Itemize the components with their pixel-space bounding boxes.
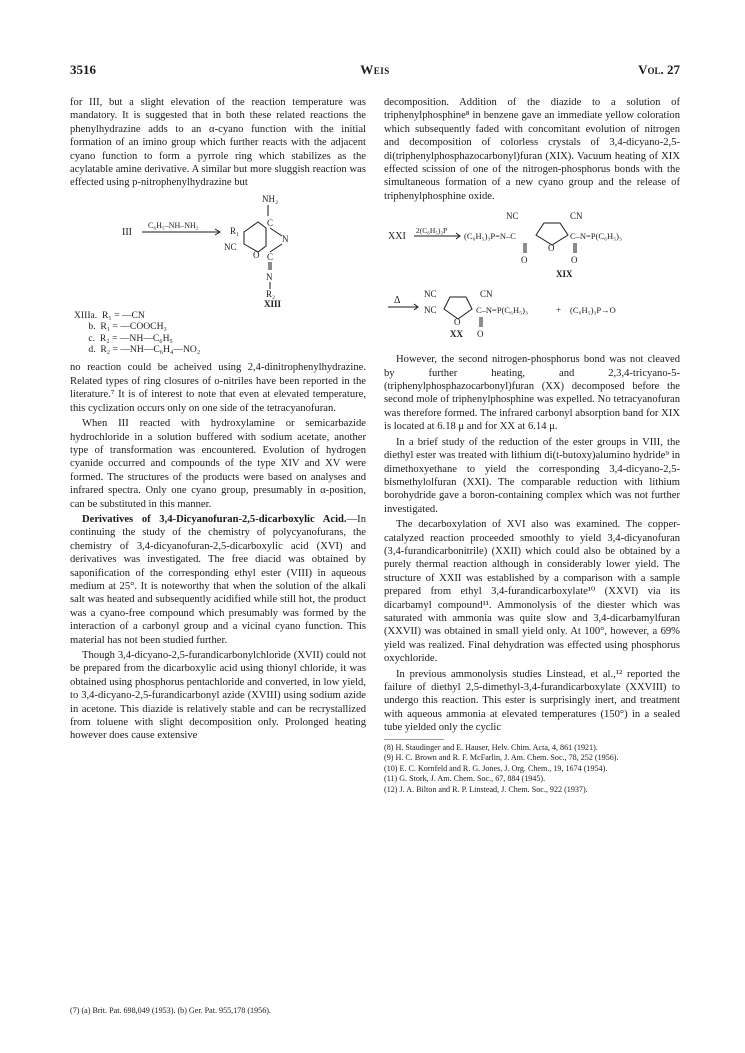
r1-label: R₁ <box>230 225 240 236</box>
atom-c2: C <box>267 251 274 262</box>
nc-label: NC <box>424 305 437 316</box>
structure-xiii-diagram <box>70 190 366 308</box>
carbonyl-oxygen: O <box>521 255 528 266</box>
furan-ring <box>444 297 472 319</box>
list-item: d. R₂ = —NH—C₆H₄—NO₂ <box>74 344 201 356</box>
nc-label: NC <box>224 241 237 252</box>
ring-oxygen: O <box>253 249 260 260</box>
footnote: (11) G. Stork, J. Am. Chem. Soc., 67, 884 (1945). <box>384 774 546 784</box>
list-item: XIIIa. R₁ = —CN <box>74 309 145 321</box>
list-item: b. R₁ = —COOCH₃ <box>74 321 167 333</box>
left-footnote: (7) (a) Brit. Pat. 698,049 (1953). (b) Ger. Pat. 955,178 (1956). <box>70 1006 271 1015</box>
ring-oxygen: O <box>548 243 555 254</box>
bond-line <box>270 244 282 252</box>
nh2-label: NH₂ <box>262 193 279 204</box>
nc-label: NC <box>506 211 519 222</box>
volume-label: Vol. 27 <box>638 62 680 77</box>
footnotes <box>384 743 680 796</box>
nc-label: NC <box>424 289 437 300</box>
paragraph: In a brief study of the reduction of the ester groups in VIII, the diethyl ester was treated with lithium di(t-butoxy)alumino hydride⁹ in dimethoxyethane to yield the corresponding 3,4-dicyano-2,5-bismethylolfuran (XXI). The comparable reduction with lithium borohydride gave a boron-containing complex which was not further investigated. <box>384 436 680 515</box>
paragraph: Though 3,4-dicyano-2,5-furandicarbonylchloride (XVII) could not be prepared from the dicarboxylic acid using thionyl chloride, it was obtained using phosphorus pentachloride and converted, in low yield, to 3,4-dicyano-2,5-furandicarbonyl azide (XVIII) using sodium azide in acetone. This diazide is relatively stable and can be recrystallized from toluene with slight decomposition only. Prolonged heating however does cause extensive <box>70 650 366 742</box>
atom-c1: C <box>267 217 274 228</box>
scheme-reagent: 2(C₆H₅)₃P <box>416 226 448 236</box>
cn-label: CN <box>480 289 493 300</box>
paragraph: decomposition. Addition of the diazide to a solution of triphenylphosphine⁸ in benzene gave an immediate yellow coloration which subsequently faded with concomitant evolution of nitrogen and decomposition of colorless crystals of 3,4-dicyano-2,5-di(triphenylphosphazocarbonyl)furan (XIX). Vacuum heating of XIX effected scission of one of the nitrogen-phosphorus bonds with the simultaneous formation of a new cyano group and the release of triphenylphosphine oxide. <box>384 97 680 202</box>
paragraph: for III, but a slight elevation of the reaction temperature was mandatory. It is suggested that in both these related reactions the phenylhydrazine adds to an α-cyano function with the initial formation of an imino group which further reacts with the adjacent cyano function to form a pyrrole ring which stabilizes as the acylatable amine derivative. A similar but more sluggish reaction was effected using p-nitrophenylhydrazine but <box>70 97 366 189</box>
furan-ring <box>536 223 568 245</box>
paragraph: In previous ammonolysis studies Linstead, et al.,¹² reported the failure of diethyl 2,5-dimethyl-3,4-furandicarboxylate (XXVIII) to undergo this reaction. This ester is surprisingly inert, and treatment with aqueous ammonia at elevated temperatures (150°) in a sealed tube yielded only the cyclic <box>384 668 680 734</box>
list-item: c. R₂ = —NH—C₆H₅ <box>74 332 173 344</box>
r2-label: R₂ <box>266 288 276 299</box>
right-substituent: C–N=P(C₆H₅)₃ <box>570 231 622 242</box>
section-heading: Derivatives of 3,4-Dicyanofuran-2,5-dicarboxylic Acid. <box>82 513 347 525</box>
footnote: (12) J. A. Bilton and R. P. Linstead, J. Chem. Soc., 922 (1937). <box>384 785 588 794</box>
right-column <box>384 96 680 796</box>
page-number: 3516 <box>70 62 96 77</box>
footnote: (10) E. C. Kornfeld and R. G. Jones, J. Org. Chem., 19, 1674 (1954). <box>384 763 608 773</box>
paragraph-text: —In continuing the study of the chemistry of polycyanofurans, the chemistry of 3,4-dicyanofuran-2,5-dicarboxylic acid (XVI) and derivatives was investigated. The free diacid was obtained by saponification of the corresponding ethyl ester (VIII) in aqueous medium at 25°. It is noteworthy that when the solution of the alkali salt was heated and subsequently acidified while still hot, the product was a cyano-free compound which presumably was formed by the interaction of a carbonyl group and a vicinal cyano function. This material has not been studied further. <box>70 513 366 646</box>
bond-line <box>270 228 282 236</box>
left-column <box>70 96 366 743</box>
paragraph <box>70 513 366 647</box>
scheme-reagent: C₆H₅–NH–NH₂ <box>148 220 199 230</box>
compound-label-xiii: XIII <box>264 298 282 308</box>
left-substituent: (C₆H₅)₃P=N–C <box>464 231 516 242</box>
paragraph: no reaction could be acheived using 2,4-dinitrophenylhydrazine. Related types of ring closures of o-nitriles have been reported in the literature.⁷ It is of interest to note that even at elevated temperature, this cyclization occurs only on one side of the tetracyanofuran. <box>70 362 366 414</box>
footnote-divider <box>384 739 444 740</box>
compound-label-xix: XIX <box>556 269 573 280</box>
furan-ring <box>244 222 266 252</box>
structure-xix-xx-diagram <box>384 203 680 353</box>
footnote: (9) H. C. Brown and R. F. McFarlin, J. Am. Chem. Soc., 78, 252 (1956). <box>384 753 619 763</box>
right-substituent: C–N=P(C₆H₅)₃ <box>476 305 528 316</box>
plus-sign: + <box>556 305 562 316</box>
carbonyl-oxygen: O <box>477 329 484 340</box>
running-author: Weis <box>360 62 390 77</box>
substituent-list <box>74 310 366 356</box>
paragraph: When III reacted with hydroxylamine or semicarbazide hydrochloride in a solution buffered with sodium acetate, another type of transformation was encountered. Evolution of hydrogen cyanide occurred and compounds of the type XIV and XV were formed. The structures of the products were based on analyses and infrared spectra. Only one cyano group, presumably in α-position, can be substituted in this manner. <box>70 418 366 510</box>
atom-n2: N <box>266 271 273 282</box>
paragraph: The decarboxylation of XVI also was examined. The copper-catalyzed reaction proceeded smoothly to yield 3,4-dicyanofuran (3,4-furandicarbonitrile) (XXII) which could also be obtained by a purely thermal reaction although in considerably lower yield. The structure of XXII was established by a comparison with a sample prepared from ethyl 3,4-furandicarboxylate¹⁰ (XXVI) via its dicarbamyl compound¹¹. Ammonolysis of the diester which was saturated with ammonia was quite slow and 3,4-dicarbamylfuran (XXVII) was obtained in small yield only. At 100°, however, a 69% yield was realized. Final dehydration was effected using phosphorus oxychloride. <box>384 519 680 665</box>
page-header <box>70 62 680 78</box>
ring-oxygen: O <box>454 317 461 328</box>
scheme-reactant: XXI <box>388 231 406 243</box>
compound-label-xx: XX <box>450 329 463 340</box>
reaction-scheme-xiii <box>70 190 366 308</box>
footnote: (8) H. Staudinger and E. Hauser, Helv. Chim. Acta, 4, 861 (1921). <box>384 742 598 752</box>
carbonyl-oxygen: O <box>571 255 578 266</box>
reaction-scheme-xix <box>384 203 680 353</box>
paragraph: However, the second nitrogen-phosphorus bond was not cleaved by further heating, and 2,3,4-tricyano-5-(triphenylphosphazocarbonyl)furan (XX) decomposed before the second mole of triphenylphosphine was expelled. No tetracyanofuran was therefore formed. The infrared carbonyl absorption band for XIX is located at 6.18 μ and for XX at 6.14 μ. <box>384 354 680 433</box>
cn-label: CN <box>570 211 583 222</box>
heat-symbol: Δ <box>394 295 401 307</box>
atom-n1: N <box>282 233 289 244</box>
byproduct: (C₆H₅)₃P→O <box>570 305 616 316</box>
scheme-reactant: III <box>122 226 132 238</box>
